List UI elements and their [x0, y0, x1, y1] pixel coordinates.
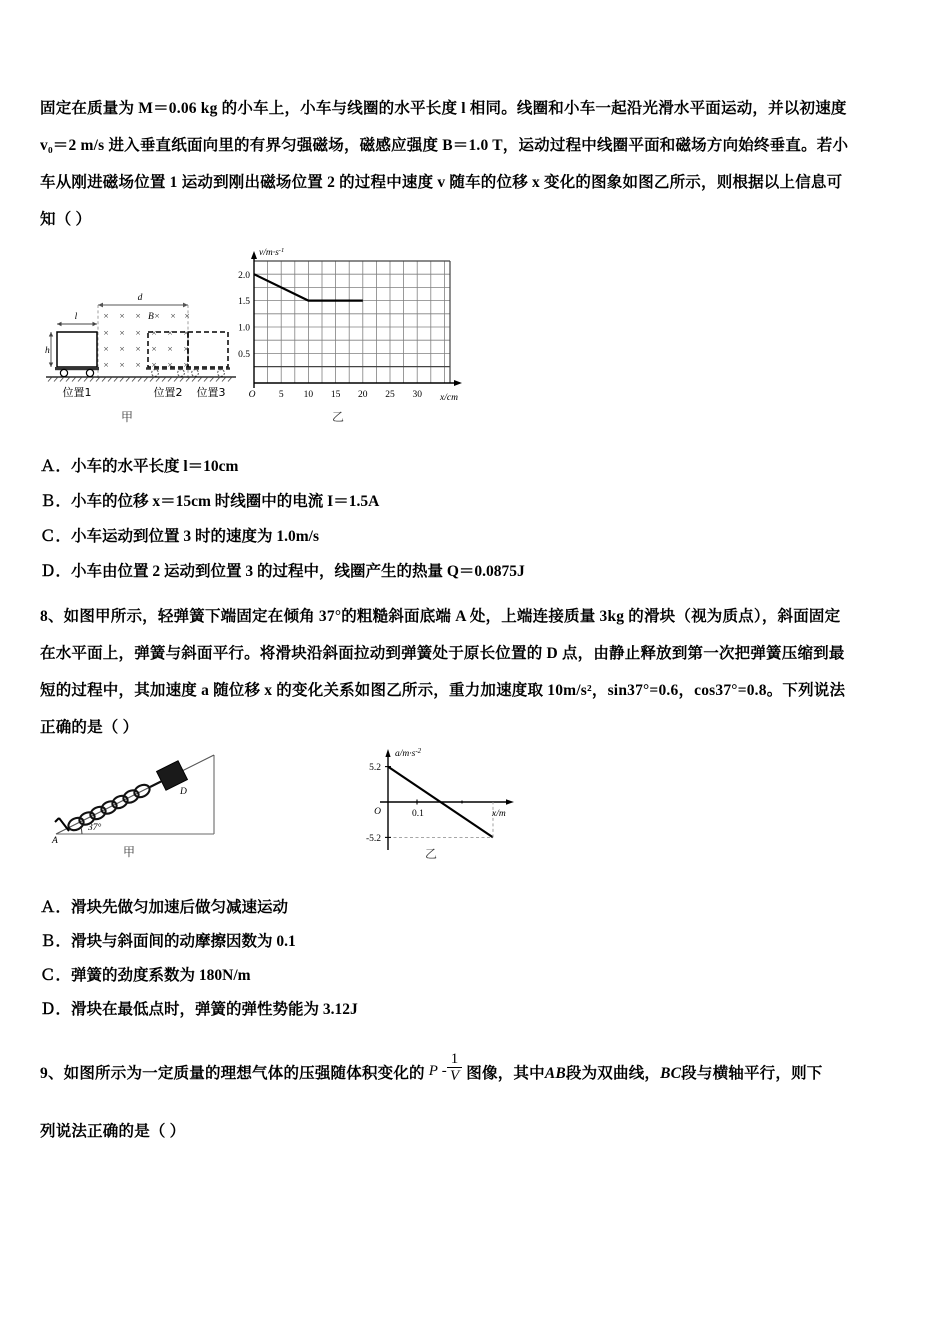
label-point-d: D: [180, 787, 187, 797]
q9-stem-line2: [40, 1113, 920, 1150]
svg-text:×: ×: [183, 345, 189, 355]
q8-option-d-text: Ｄ．滑块在最低点时，弹簧的弹性势能为 3.12J: [40, 1001, 358, 1018]
y-tick-neg-5.2: -5.2: [365, 834, 381, 844]
q7-figure-velocity-graph: [232, 243, 472, 408]
q8-option-c: [40, 966, 251, 986]
svg-text:×: ×: [119, 345, 125, 355]
y-axis-label: $a/m\cdot s^{-2}$: [395, 747, 422, 759]
q8-stem-line2: [40, 635, 915, 672]
q8-option-a-text: Ａ．滑块先做匀加速后做匀减速运动: [40, 899, 289, 916]
dimension-l: [57, 322, 97, 326]
cart-position-1: [55, 332, 99, 377]
q8-stem-text-3: 短的过程中，其加速度 a 随位移 x 的变化关系如图乙所示，重力加速度取 10m/s²，sin37°=0.6，cos37°=0.8。下列说法: [40, 682, 846, 699]
svg-text:×: ×: [151, 345, 157, 355]
svg-text:×: ×: [135, 345, 141, 355]
q7-stem-line4: [40, 201, 912, 238]
y-tick-5.2: 5.2: [369, 763, 381, 773]
q7-stem-line2: [40, 127, 912, 164]
q8-stem-text-1: 8、如图甲所示，轻弹簧下端固定在倾角 37°的粗糙斜面底端 A 处，上端连接质量 3kg 的滑块（视为质点），斜面固定: [40, 608, 841, 625]
q7-stem-text-3: 车从刚进磁场位置 1 运动到刚出磁场位置 2 的过程中速度 v 随车的位移 x 变化的图象如图乙所示，则根据以上信息可: [40, 174, 843, 191]
q8-option-b-text: Ｂ．滑块与斜面间的动摩擦因数为 0.1: [40, 933, 296, 950]
q7-option-c: [40, 527, 319, 547]
x-tick-5: 5: [278, 390, 284, 400]
svg-text:×: ×: [135, 329, 141, 339]
q9-stem-text-2: 列说法正确的是（ ）: [40, 1123, 186, 1140]
x-axis-label: x/cm: [440, 393, 458, 403]
svg-text:×: ×: [119, 312, 125, 322]
q8-stem-line3: [40, 672, 915, 709]
q7-option-b: [40, 492, 379, 512]
q9-formula-p-over-v: [425, 1050, 467, 1090]
q9-stem-mid: 图像，其中: [466, 1065, 545, 1082]
svg-text:×: ×: [167, 345, 173, 355]
svg-text:×: ×: [151, 329, 157, 339]
svg-text:×: ×: [103, 329, 109, 339]
svg-text:×: ×: [151, 361, 157, 371]
q9-formula-p: P -: [428, 1062, 447, 1079]
x-tick-15: 15: [330, 390, 341, 400]
q7-figure-graph-caption: 乙: [332, 410, 345, 424]
q8-stem-text-4: 正确的是（ ）: [40, 719, 139, 736]
q7-stem-text-2: v₀＝2 m/s 进入垂直纸面向里的有界匀强磁场，磁感应强度 B＝1.0 T，运动过程中线圈平面和磁场方向始终垂直。若小: [40, 137, 849, 154]
x-tick-25: 25: [385, 390, 395, 400]
svg-text:×: ×: [184, 312, 190, 322]
q9-stem-prefix: 9、如图所示为一定质量的理想气体的压强随体积变化的: [40, 1065, 425, 1082]
q9-fraction-denominator: V: [449, 1067, 460, 1084]
y-tick-1.5: 1.5: [238, 297, 250, 308]
q7-option-a-text: Ａ．小车的水平长度 l＝10cm: [40, 458, 239, 475]
spring-anchor: [55, 818, 69, 831]
q8-figure-incline-caption: 甲: [123, 845, 136, 859]
label-d: d: [137, 293, 143, 303]
label-l: l: [74, 312, 78, 322]
q7-option-c-text: Ｃ．小车运动到位置 3 时的速度为 1.0m/s: [40, 528, 320, 545]
cart-position-3: [186, 332, 230, 376]
q8-option-b: [40, 932, 296, 952]
q9-segment-bc: BC: [660, 1065, 682, 1082]
q8-option-d: [40, 1000, 358, 1020]
svg-text:×: ×: [183, 361, 189, 371]
svg-text:×: ×: [135, 312, 141, 322]
y-tick-2.0: 2.0: [238, 270, 250, 281]
origin-label: O: [374, 807, 381, 817]
svg-text:×: ×: [167, 361, 173, 371]
svg-text:×: ×: [119, 361, 125, 371]
label-angle-37: 37°: [88, 823, 102, 833]
x-axis-label: x/m: [492, 809, 506, 819]
slider-block: [157, 761, 188, 791]
q8-option-a: [40, 898, 288, 918]
svg-text:×: ×: [103, 345, 109, 355]
q7-stem-line1: [40, 90, 912, 127]
y-tick-0.5: 0.5: [238, 350, 250, 360]
label-B: B: [148, 312, 154, 322]
label-h: h: [45, 346, 50, 356]
q7-stem-line3: [40, 164, 912, 201]
label-position-2: 位置2: [153, 386, 183, 399]
q7-figure-cart-caption: 甲: [121, 410, 134, 424]
label-position-3: 位置3: [196, 386, 226, 399]
q8-stem-line1: [40, 598, 915, 635]
svg-text:×: ×: [135, 361, 141, 371]
y-tick-1.0: 1.0: [238, 323, 250, 334]
q7-stem-text-1: 固定在质量为 M＝0.06 kg 的小车上，小车与线圈的水平长度 l 相同。线圈和小车一起沿光滑水平面运动，并以初速度: [40, 100, 847, 117]
x-tick-origin: O: [248, 390, 256, 400]
q7-option-b-text: Ｂ．小车的位移 x＝15cm 时线圈中的电流 I＝1.5A: [40, 493, 380, 510]
x-tick-30: 30: [412, 390, 422, 400]
y-axis-label: $v/m\cdot s^{-1}$: [259, 247, 285, 258]
q7-option-d: [40, 562, 525, 582]
x-tick-10: 10: [303, 390, 314, 400]
q9-stem-suffix: 段与横轴平行，则下: [681, 1065, 823, 1082]
svg-text:×: ×: [119, 329, 125, 339]
svg-text:×: ×: [103, 361, 109, 371]
q7-option-d-text: Ｄ．小车由位置 2 运动到位置 3 的过程中，线圈产生的热量 Q＝0.0875J: [40, 563, 525, 580]
magnetic-field-region: [103, 312, 189, 371]
label-position-1: 位置1: [62, 386, 92, 399]
label-point-a: A: [52, 836, 58, 846]
q7-figure-cart-diagram: [40, 288, 240, 403]
q7-stem-text-4: 知（ ）: [40, 211, 92, 228]
svg-text:×: ×: [154, 312, 160, 322]
svg-text:×: ×: [167, 329, 173, 339]
q8-option-c-text: Ｃ．弹簧的劲度系数为 180N/m: [40, 967, 251, 984]
q9-stem-mid2: 段为双曲线，: [565, 1065, 661, 1082]
svg-text:×: ×: [170, 312, 176, 322]
q9-fraction-one-over-v: [447, 1052, 462, 1084]
ground-line: [46, 377, 236, 382]
q9-stem-line1: [40, 1050, 920, 1093]
q8-figure-incline-diagram: [42, 742, 257, 847]
guide-lines: [388, 802, 493, 837]
q7-option-a: [40, 457, 238, 477]
q8-stem-text-2: 在水平面上，弹簧与斜面平行。将滑块沿斜面拉动到弹簧处于原长位置的 D 点，由静止释放到第一次把弹簧压缩到最: [40, 645, 845, 662]
svg-text:×: ×: [183, 329, 189, 339]
q9-fraction-numerator: 1: [447, 1052, 462, 1068]
q8-figure-graph-caption: 乙: [425, 847, 438, 861]
q8-figure-acceleration-graph: [340, 740, 575, 855]
x-tick-0.1: 0.1: [412, 809, 424, 819]
x-tick-20: 20: [358, 390, 368, 400]
q9-segment-ab: AB: [544, 1065, 566, 1082]
svg-text:×: ×: [103, 312, 109, 322]
